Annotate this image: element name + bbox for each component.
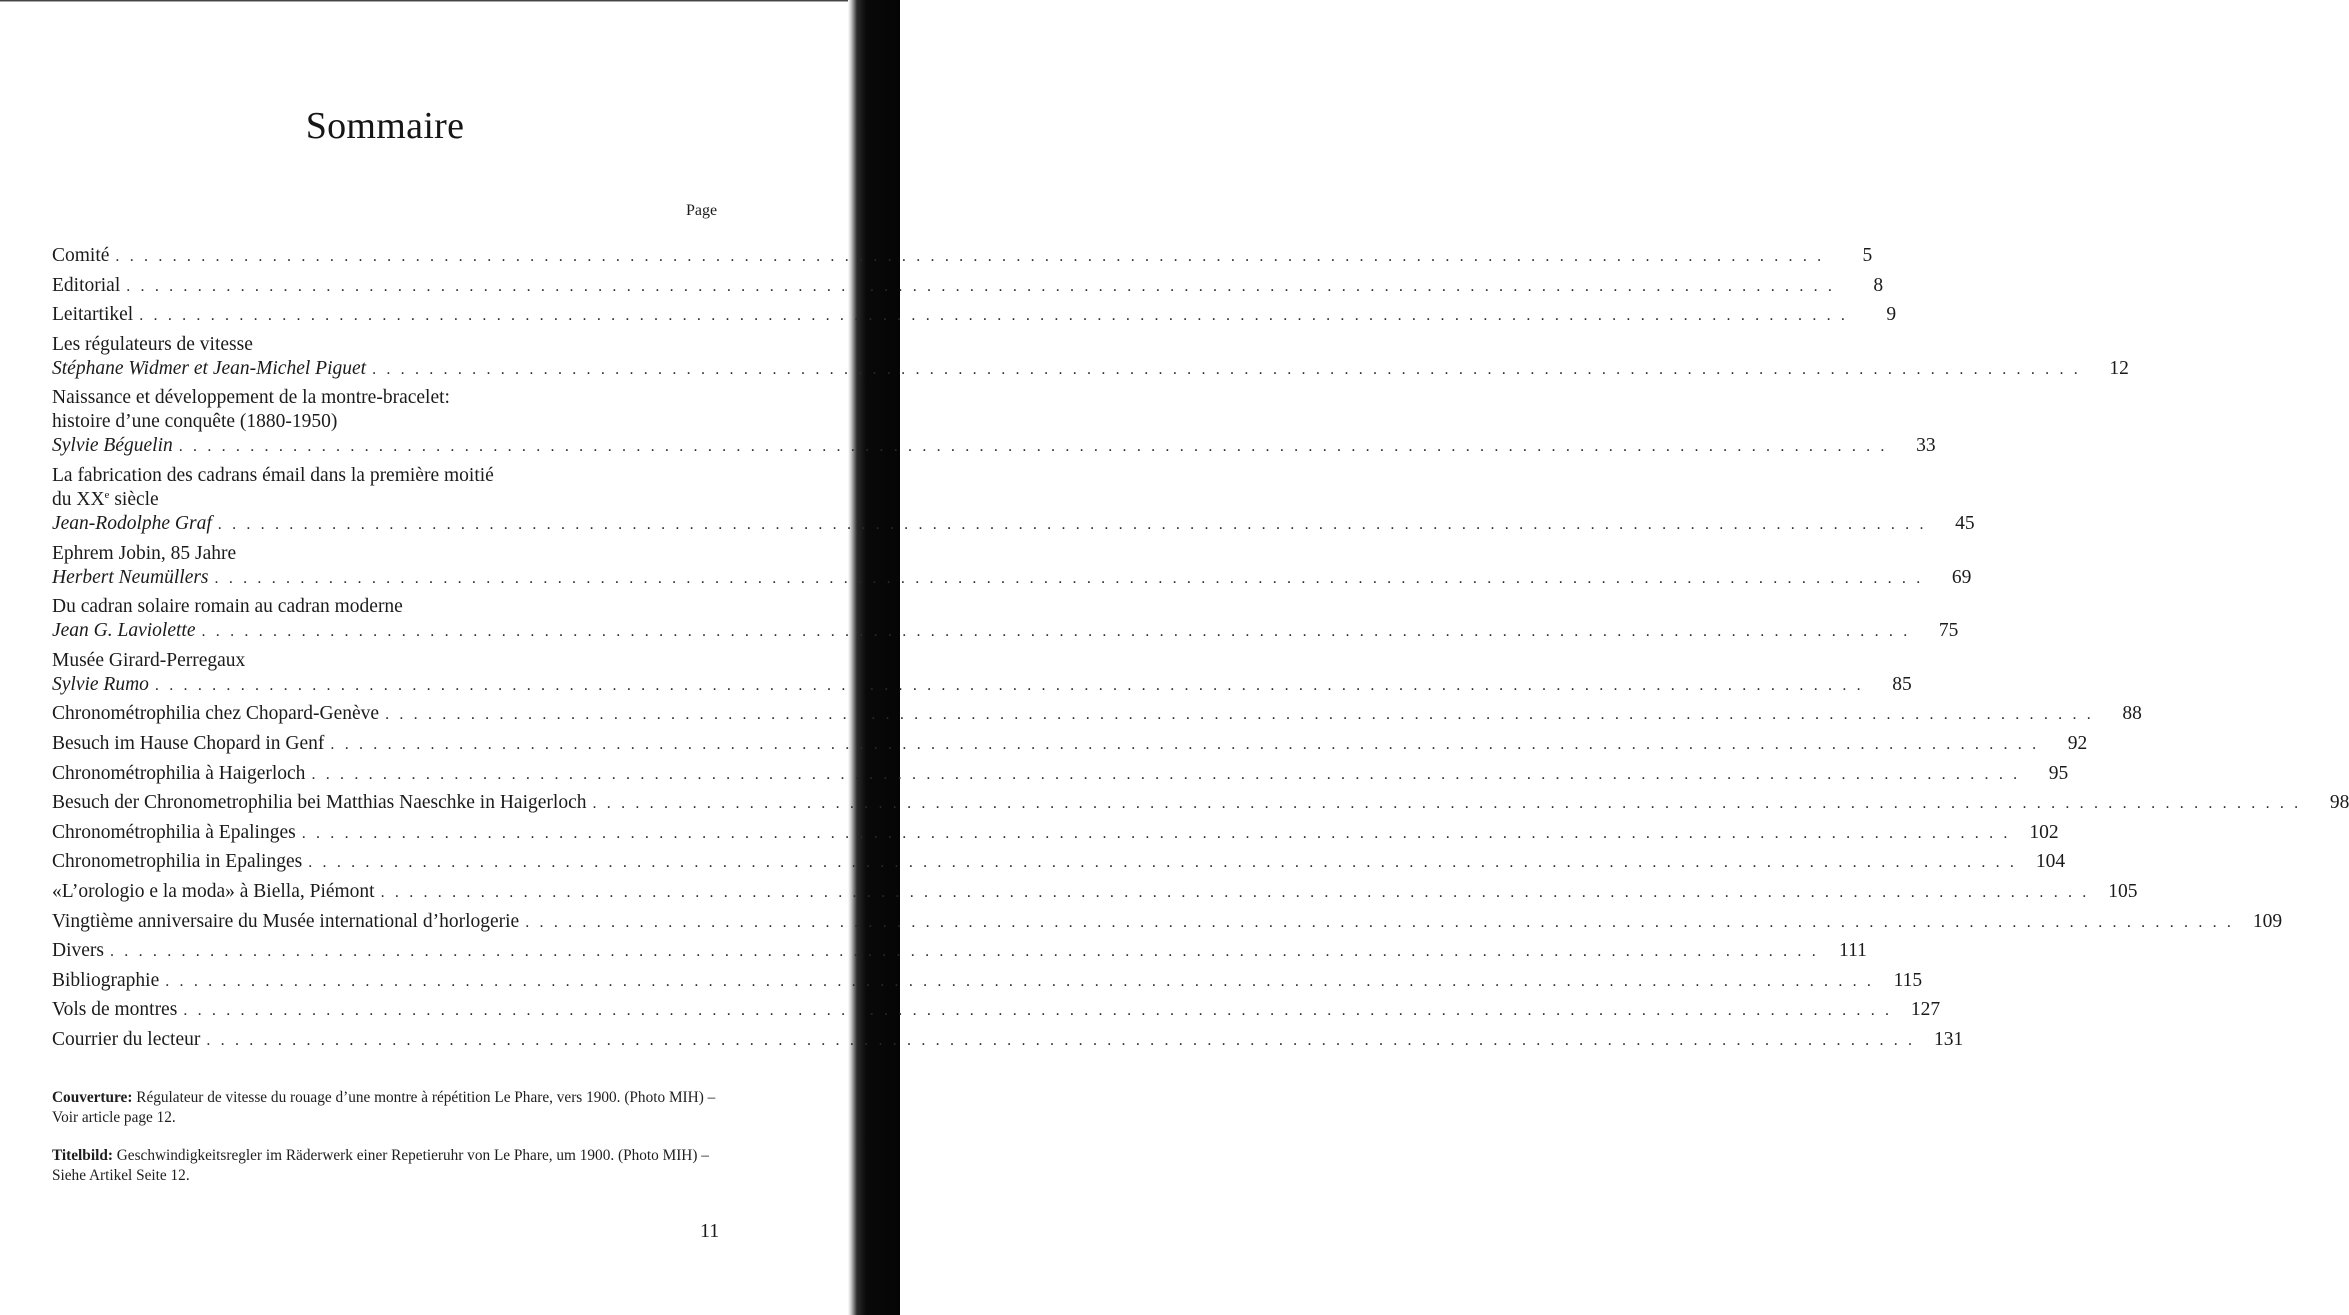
toc-page-number: 8 bbox=[1873, 274, 1884, 296]
toc-page-number: 115 bbox=[1893, 969, 1923, 991]
toc-entry-last-line bbox=[52, 969, 1923, 993]
dot-leader: . . . . . . . . . . . . . . . . . . . . . . . . . . . . . . . . . . . . . . . . . . . . . . . . . . . . . . . . . . . . . . . . . . . . . . . . . . . . . . . . . . . . . . . . . . . . . . . . . . . . . . . . . . . . . . . . . . . . . . . . bbox=[330, 735, 2040, 753]
toc-entry-line bbox=[52, 410, 724, 434]
toc-title: Du cadran solaire romain au cadran moderne bbox=[52, 596, 403, 618]
toc-page-number: 102 bbox=[2029, 821, 2059, 843]
toc-entry-line bbox=[52, 464, 724, 488]
toc-title: Chronométrophilia à Haigerloch bbox=[52, 762, 306, 784]
toc-entry bbox=[52, 303, 1897, 327]
toc-title: Leitartikel bbox=[52, 304, 134, 326]
toc-entry-last-line bbox=[52, 762, 2069, 786]
dot-leader: . . . . . . . . . . . . . . . . . . . . . . . . . . . . . . . . . . . . . . . . . . . . . . . . . . . . . . . . . . . . . . . . . . . . . . . . . . . . . . . . . . . . . . . . . . . . . . . . . . . . . . . . . . . . . . . . . . . . . . . . bbox=[372, 360, 2081, 378]
toc-entry-last-line bbox=[52, 566, 1972, 590]
toc-entry bbox=[52, 595, 1959, 643]
toc-entry-line bbox=[52, 333, 724, 357]
toc-title: Les régulateurs de vitesse bbox=[52, 333, 253, 355]
toc-entry-last-line bbox=[52, 880, 2138, 904]
dot-leader: . . . . . . . . . . . . . . . . . . . . . . . . . . . . . . . . . . . . . . . . . . . . . . . . . . . . . . . . . . . . . . . . . . . . . . . . . . . . . . . . . . . . . . . . . . . . . . . . . . . . . . . . . . . . . . . . . . . . . . . . bbox=[126, 277, 1836, 295]
toc-title: Editorial bbox=[52, 274, 121, 296]
toc-entry-line bbox=[52, 649, 724, 673]
toc-entry bbox=[52, 244, 1873, 268]
couverture-text: Régulateur de vitesse du rouage d’une montre à répétition Le Phare, vers 1900. (Photo MIH) – Voir article page 12. bbox=[52, 1089, 716, 1126]
toc-title: Vingtième anniversaire du Musée international d’horlogerie bbox=[52, 910, 520, 932]
dot-leader: . . . . . . . . . . . . . . . . . . . . . . . . . . . . . . . . . . . . . . . . . . . . . . . . . . . . . . . . . . . . . . . . . . . . . . . . . . . . . . . . . . . . . . . . . . . . . . . . . . . . . . . . . . . . . . . . . . . . . . . . bbox=[311, 765, 2021, 783]
dot-leader: . . . . . . . . . . . . . . . . . . . . . . . . . . . . . . . . . . . . . . . . . . . . . . . . . . . . . . . . . . . . . . . . . . . . . . . . . . . . . . . . . . . . . . . . . . . . . . . . . . . . . . . . . . . . . . . . . . . . . . . . bbox=[154, 676, 1864, 694]
page-title: Sommaire bbox=[305, 105, 465, 147]
toc-entry bbox=[52, 732, 2088, 756]
toc-title: Chronometrophilia in Epalinges bbox=[52, 851, 303, 873]
toc-author: Stéphane Widmer et Jean-Michel Piguet bbox=[52, 357, 367, 379]
dot-leader: . . . . . . . . . . . . . . . . . . . . . . . . . . . . . . . . . . . . . . . . . . . . . . . . . . . . . . . . . . . . . . . . . . . . . . . . . . . . . . . . . . . . . . . . . . . . . . . . . . . . . . . . . . . . . . . . . . . . . . . . bbox=[110, 943, 1819, 961]
toc-entry-last-line bbox=[52, 1028, 1964, 1052]
dot-leader: . . . . . . . . . . . . . . . . . . . . . . . . . . . . . . . . . . . . . . . . . . . . . . . . . . . . . . . . . . . . . . . . . . . . . . . . . . . . . . . . . . . . . . . . . . . . . . . . . . . . . . . . . . . . . . . . . . . . . . . . bbox=[183, 1002, 1893, 1020]
toc-page-number: 127 bbox=[1910, 999, 1941, 1021]
toc-title: «L’orologio e la moda» à Biella, Piémont bbox=[52, 880, 375, 902]
dot-leader: . . . . . . . . . . . . . . . . . . . . . . . . . . . . . . . . . . . . . . . . . . . . . . . . . . . . . . . . . . . . . . . . . . . . . . . . . . . . . . . . . . . . . . . . . . . . . . . . . . . . . . . . . . . . . . . . . . . . . . . . bbox=[165, 972, 1875, 990]
toc-page-number: 88 bbox=[2122, 703, 2142, 725]
couverture-label: Couverture: bbox=[52, 1089, 133, 1106]
dot-leader: . . . . . . . . . . . . . . . . . . . . . . . . . . . . . . . . . . . . . . . . . . . . . . . . . . . . . . . . . . . . . . . . . . . . . . . . . . . . . . . . . . . . . . . . . . . . . . . . . . . . . . . . . . . . . . . . . . . . . . . . bbox=[115, 248, 1825, 265]
dot-leader: . . . . . . . . . . . . . . . . . . . . . . . . . . . . . . . . . . . . . . . . . . . . . . . . . . . . . . . . . . . . . . . . . . . . . . . . . . . . . . . . . . . . . . . . . . . . . . . . . . . . . . . . . . . . . . . . . . . . . . . . bbox=[214, 569, 1924, 587]
dot-leader: . . . . . . . . . . . . . . . . . . . . . . . . . . . . . . . . . . . . . . . . . . . . . . . . . . . . . . . . . . . . . . . . . . . . . . . . . . . . . . . . . . . . . . . . . . . . . . . . . . . . . . . . . . . . . . . . . . . . . . . . bbox=[385, 706, 2094, 724]
toc-title: Chronométrophilia chez Chopard-Genève bbox=[52, 703, 380, 725]
dot-leader: . . . . . . . . . . . . . . . . . . . . . . . . . . . . . . . . . . . . . . . . . . . . . . . . . . . . . . . . . . . . . . . . . . . . . . . . . . . . . . . . . . . . . . . . . . . . . . . . . . . . . . . . . . . . . . . . . . . . . . . . bbox=[592, 795, 2302, 813]
toc-title: Bibliographie bbox=[52, 969, 160, 991]
toc-entry bbox=[52, 791, 2349, 815]
toc-entry-line bbox=[52, 595, 724, 619]
toc-author: Sylvie Béguelin bbox=[52, 435, 173, 457]
toc-author: Jean-Rodolphe Graf bbox=[52, 512, 212, 534]
toc-title: Divers bbox=[52, 940, 104, 962]
toc-entry-last-line bbox=[52, 791, 2349, 815]
toc-entry bbox=[52, 939, 1867, 963]
couverture-note bbox=[52, 1088, 732, 1128]
toc-page-number: 5 bbox=[1862, 245, 1873, 266]
toc-entry-line bbox=[52, 488, 724, 512]
toc-page-number: 9 bbox=[1886, 304, 1897, 326]
toc-page-number: 85 bbox=[1892, 673, 1912, 695]
toc-page-number: 109 bbox=[2252, 910, 2283, 932]
toc-page-number: 105 bbox=[2108, 880, 2138, 902]
toc-entry bbox=[52, 998, 1941, 1022]
toc-entry bbox=[52, 969, 1923, 993]
toc-page-number: 95 bbox=[2048, 762, 2069, 784]
toc-entry bbox=[52, 910, 2283, 934]
toc-page-number: 75 bbox=[1938, 620, 1959, 642]
toc-author: Sylvie Rumo bbox=[52, 673, 149, 695]
toc-title: Courrier du lecteur bbox=[52, 1028, 201, 1050]
toc-page-number: 104 bbox=[2035, 851, 2066, 873]
dot-leader: . . . . . . . . . . . . . . . . . . . . . . . . . . . . . . . . . . . . . . . . . . . . . . . . . . . . . . . . . . . . . . . . . . . . . . . . . . . . . . . . . . . . . . . . . . . . . . . . . . . . . . . . . . . . . . . . . . . . . . . . bbox=[201, 623, 1911, 641]
toc-entry-last-line bbox=[52, 357, 2129, 381]
toc-entry bbox=[52, 821, 2059, 845]
toc-title: Vols de montres bbox=[52, 999, 178, 1021]
toc-entry-last-line bbox=[52, 732, 2088, 756]
toc-entry bbox=[52, 880, 2138, 904]
toc-title: Chronométrophilia à Epalinges bbox=[52, 821, 296, 843]
dot-leader: . . . . . . . . . . . . . . . . . . . . . . . . . . . . . . . . . . . . . . . . . . . . . . . . . . . . . . . . . . . . . . . . . . . . . . . . . . . . . . . . . . . . . . . . . . . . . . . . . . . . . . . . . . . . . . . . . . . . . . . . bbox=[380, 883, 2090, 901]
toc-title: du XXe siècle bbox=[52, 488, 159, 510]
toc-entry bbox=[52, 274, 1884, 298]
dot-leader: . . . . . . . . . . . . . . . . . . . . . . . . . . . . . . . . . . . . . . . . . . . . . . . . . . . . . . . . . . . . . . . . . . . . . . . . . . . . . . . . . . . . . . . . . . . . . . . . . . . . . . . . . . . . . . . . . . . . . . . . bbox=[139, 307, 1849, 325]
toc-entry-last-line bbox=[52, 821, 2059, 845]
toc-entry-last-line bbox=[52, 998, 1941, 1022]
toc-title: Besuch im Hause Chopard in Genf bbox=[52, 732, 325, 754]
toc-entry-last-line bbox=[52, 850, 2066, 874]
titelbild-text: Geschwindigkeitsregler im Räderwerk einer Repetieruhr von Le Phare, um 1900. (Photo MIH) – Siehe Artikel Seite 12. bbox=[52, 1147, 709, 1184]
toc-entry-last-line bbox=[52, 274, 1884, 298]
toc-page-number: 12 bbox=[2109, 357, 2129, 379]
dot-leader: . . . . . . . . . . . . . . . . . . . . . . . . . . . . . . . . . . . . . . . . . . . . . . . . . . . . . . . . . . . . . . . . . . . . . . . . . . . . . . . . . . . . . . . . . . . . . . . . . . . . . . . . . . . . . . . . . . . . . . . . bbox=[206, 1031, 1916, 1049]
toc-entry-last-line bbox=[52, 702, 2142, 726]
toc-entry-last-line bbox=[52, 512, 1975, 536]
toc-title: histoire d’une conquête (1880-1950) bbox=[52, 411, 338, 433]
toc-entry-last-line bbox=[52, 619, 1959, 643]
toc-page-number: 45 bbox=[1955, 512, 1975, 534]
toc-entry-last-line bbox=[52, 673, 1912, 697]
toc-page-number: 131 bbox=[1933, 1028, 1964, 1050]
toc-author: Jean G. Laviolette bbox=[52, 620, 196, 642]
scan-binding-edge bbox=[848, 0, 900, 1315]
toc-entry bbox=[52, 1028, 1964, 1052]
toc-title: Musée Girard-Perregaux bbox=[52, 649, 246, 671]
dot-leader: . . . . . . . . . . . . . . . . . . . . . . . . . . . . . . . . . . . . . . . . . . . . . . . . . . . . . . . . . . . . . . . . . . . . . . . . . . . . . . . . . . . . . . . . . . . . . . . . . . . . . . . . . . . . . . . . . . . . . . . . bbox=[301, 824, 2011, 842]
dot-leader: . . . . . . . . . . . . . . . . . . . . . . . . . . . . . . . . . . . . . . . . . . . . . . . . . . . . . . . . . . . . . . . . . . . . . . . . . . . . . . . . . . . . . . . . . . . . . . . . . . . . . . . . . . . . . . . . . . . . . . . . bbox=[308, 854, 2018, 872]
toc-entry bbox=[52, 542, 1972, 590]
toc-entry bbox=[52, 762, 2069, 786]
toc-page-number: 92 bbox=[2067, 732, 2088, 754]
toc-entry-line bbox=[52, 386, 724, 410]
page-number: 11 bbox=[700, 1220, 720, 1242]
toc-title: Naissance et développement de la montre-bracelet: bbox=[52, 387, 450, 409]
toc-entry-last-line bbox=[52, 434, 1936, 458]
dot-leader: . . . . . . . . . . . . . . . . . . . . . . . . . . . . . . . . . . . . . . . . . . . . . . . . . . . . . . . . . . . . . . . . . . . . . . . . . . . . . . . . . . . . . . . . . . . . . . . . . . . . . . . . . . . . . . . . . . . . . . . . bbox=[525, 913, 2235, 931]
toc-page-number: 111 bbox=[1839, 940, 1867, 962]
titelbild-note bbox=[52, 1146, 732, 1186]
toc-entry bbox=[52, 333, 2129, 381]
toc-page-number: 98 bbox=[2329, 792, 2349, 814]
toc-entry bbox=[52, 850, 2066, 874]
toc-title: Ephrem Jobin, 85 Jahre bbox=[52, 542, 237, 564]
toc-entry-last-line bbox=[52, 939, 1867, 963]
dot-leader: . . . . . . . . . . . . . . . . . . . . . . . . . . . . . . . . . . . . . . . . . . . . . . . . . . . . . . . . . . . . . . . . . . . . . . . . . . . . . . . . . . . . . . . . . . . . . . . . . . . . . . . . . . . . . . . . . . . . . . . . bbox=[178, 438, 1888, 456]
toc-entry-last-line bbox=[52, 303, 1897, 327]
page-column-header: Page bbox=[686, 202, 718, 219]
toc-page-number: 33 bbox=[1916, 435, 1936, 457]
toc-entry-last-line bbox=[52, 910, 2283, 934]
toc-entry bbox=[52, 386, 1936, 458]
toc-title: Comité bbox=[52, 245, 110, 266]
dot-leader: . . . . . . . . . . . . . . . . . . . . . . . . . . . . . . . . . . . . . . . . . . . . . . . . . . . . . . . . . . . . . . . . . . . . . . . . . . . . . . . . . . . . . . . . . . . . . . . . . . . . . . . . . . . . . . . . . . . . . . . . bbox=[217, 515, 1927, 533]
table-of-contents bbox=[52, 244, 2349, 1057]
toc-title: La fabrication des cadrans émail dans la première moitié bbox=[52, 464, 494, 486]
toc-entry-last-line bbox=[52, 244, 1873, 268]
toc-entry bbox=[52, 702, 2142, 726]
toc-entry bbox=[52, 649, 1912, 697]
scan-top-edge bbox=[0, 0, 852, 2]
toc-author: Herbert Neumüllers bbox=[52, 566, 209, 588]
toc-entry-line bbox=[52, 542, 724, 566]
titelbild-label: Titelbild: bbox=[52, 1147, 113, 1164]
cover-notes bbox=[52, 1088, 732, 1204]
toc-entry bbox=[52, 464, 1975, 536]
toc-title: Besuch der Chronometrophilia bei Matthias Naeschke in Haigerloch bbox=[52, 792, 587, 814]
toc-page-number: 69 bbox=[1951, 566, 1972, 588]
